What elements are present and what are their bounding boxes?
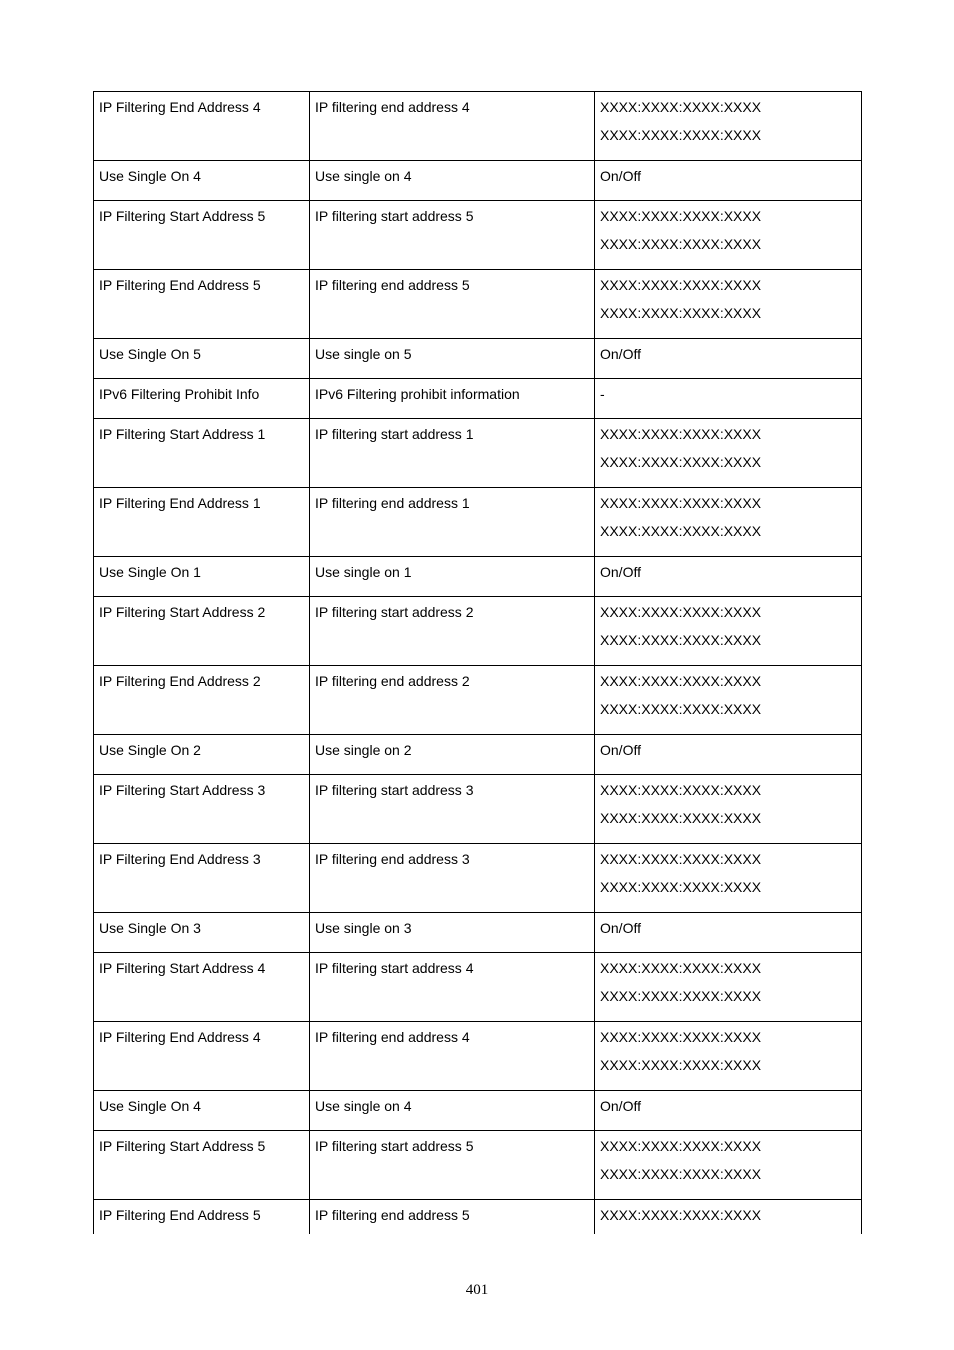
page-number: 401 xyxy=(465,1282,489,1298)
setting-description-cell: IP filtering start address 5 xyxy=(310,201,595,270)
table-row xyxy=(94,953,862,1022)
setting-value: XXXX:XXXX:XXXX:XXXX xyxy=(600,604,762,620)
setting-value: XXXX:XXXX:XXXX:XXXX xyxy=(600,673,762,689)
setting-value: XXXX:XXXX:XXXX:XXXX xyxy=(600,1138,762,1154)
settings-table xyxy=(93,91,862,1234)
setting-name-cell: IP Filtering End Address 4 xyxy=(94,92,310,161)
setting-value-cell xyxy=(595,844,862,913)
setting-value: XXXX:XXXX:XXXX:XXXX xyxy=(600,236,762,252)
setting-value: On/Off xyxy=(600,920,641,936)
setting-value: XXXX:XXXX:XXXX:XXXX xyxy=(600,1166,762,1182)
setting-description-cell: IP filtering start address 5 xyxy=(310,1131,595,1200)
table-row xyxy=(94,419,862,488)
setting-value-cell xyxy=(595,735,862,775)
setting-value: XXXX:XXXX:XXXX:XXXX xyxy=(600,879,762,895)
table-row xyxy=(94,913,862,953)
table-row xyxy=(94,735,862,775)
table-row xyxy=(94,775,862,844)
table-row xyxy=(94,1022,862,1091)
setting-value-cell xyxy=(595,597,862,666)
table-row xyxy=(94,339,862,379)
setting-name-cell: IP Filtering End Address 5 xyxy=(94,1200,310,1235)
setting-description-cell: IP filtering end address 5 xyxy=(310,1200,595,1235)
setting-value-cell xyxy=(595,666,862,735)
setting-value-cell xyxy=(595,557,862,597)
setting-value: - xyxy=(600,386,605,402)
setting-name-cell: IP Filtering Start Address 5 xyxy=(94,201,310,270)
setting-description-cell: Use single on 2 xyxy=(310,735,595,775)
table-row xyxy=(94,597,862,666)
setting-name-cell: IP Filtering Start Address 2 xyxy=(94,597,310,666)
table-row xyxy=(94,92,862,161)
setting-name-cell: Use Single On 5 xyxy=(94,339,310,379)
setting-value-cell xyxy=(595,201,862,270)
setting-name-cell: IPv6 Filtering Prohibit Info xyxy=(94,379,310,419)
setting-value: XXXX:XXXX:XXXX:XXXX xyxy=(600,782,762,798)
table-row xyxy=(94,1091,862,1131)
setting-value-cell xyxy=(595,1200,862,1235)
setting-value-cell xyxy=(595,161,862,201)
table-row xyxy=(94,488,862,557)
setting-name-cell: IP Filtering Start Address 5 xyxy=(94,1131,310,1200)
table-row xyxy=(94,557,862,597)
setting-value: XXXX:XXXX:XXXX:XXXX xyxy=(600,277,762,293)
setting-description-cell: Use single on 5 xyxy=(310,339,595,379)
setting-value-cell xyxy=(595,92,862,161)
setting-name-cell: IP Filtering End Address 1 xyxy=(94,488,310,557)
setting-name-cell: Use Single On 4 xyxy=(94,1091,310,1131)
setting-value: XXXX:XXXX:XXXX:XXXX xyxy=(600,701,762,717)
setting-value-cell xyxy=(595,1091,862,1131)
setting-description-cell: Use single on 4 xyxy=(310,1091,595,1131)
setting-description-cell: IP filtering end address 4 xyxy=(310,92,595,161)
setting-value: XXXX:XXXX:XXXX:XXXX xyxy=(600,127,762,143)
setting-description-cell: IP filtering end address 3 xyxy=(310,844,595,913)
setting-value: On/Off xyxy=(600,346,641,362)
setting-value: XXXX:XXXX:XXXX:XXXX xyxy=(600,851,762,867)
setting-value: XXXX:XXXX:XXXX:XXXX xyxy=(600,99,762,115)
table-body xyxy=(94,92,862,1235)
setting-value: XXXX:XXXX:XXXX:XXXX xyxy=(600,810,762,826)
setting-value: On/Off xyxy=(600,168,641,184)
setting-name-cell: IP Filtering End Address 5 xyxy=(94,270,310,339)
setting-name-cell: IP Filtering End Address 2 xyxy=(94,666,310,735)
setting-name-cell: Use Single On 1 xyxy=(94,557,310,597)
setting-description-cell: IP filtering start address 1 xyxy=(310,419,595,488)
setting-name-cell: Use Single On 3 xyxy=(94,913,310,953)
setting-description-cell: IPv6 Filtering prohibit information xyxy=(310,379,595,419)
setting-value-cell xyxy=(595,1131,862,1200)
setting-value: XXXX:XXXX:XXXX:XXXX xyxy=(600,454,762,470)
table-row xyxy=(94,1200,862,1235)
setting-name-cell: IP Filtering Start Address 3 xyxy=(94,775,310,844)
setting-name-cell: IP Filtering End Address 3 xyxy=(94,844,310,913)
setting-description-cell: IP filtering start address 3 xyxy=(310,775,595,844)
setting-name-cell: IP Filtering Start Address 4 xyxy=(94,953,310,1022)
setting-value: XXXX:XXXX:XXXX:XXXX xyxy=(600,1057,762,1073)
setting-description-cell: IP filtering start address 2 xyxy=(310,597,595,666)
table-row xyxy=(94,201,862,270)
setting-value: XXXX:XXXX:XXXX:XXXX xyxy=(600,495,762,511)
setting-value: XXXX:XXXX:XXXX:XXXX xyxy=(600,1207,762,1223)
setting-value-cell xyxy=(595,339,862,379)
setting-value: On/Off xyxy=(600,1098,641,1114)
setting-value: XXXX:XXXX:XXXX:XXXX xyxy=(600,523,762,539)
setting-value: XXXX:XXXX:XXXX:XXXX xyxy=(600,426,762,442)
setting-description-cell: Use single on 3 xyxy=(310,913,595,953)
setting-value: XXXX:XXXX:XXXX:XXXX xyxy=(600,305,762,321)
setting-value-cell xyxy=(595,775,862,844)
setting-description-cell: Use single on 1 xyxy=(310,557,595,597)
setting-value: XXXX:XXXX:XXXX:XXXX xyxy=(600,988,762,1004)
setting-value: XXXX:XXXX:XXXX:XXXX xyxy=(600,632,762,648)
table-row xyxy=(94,270,862,339)
setting-value-cell xyxy=(595,270,862,339)
setting-description-cell: Use single on 4 xyxy=(310,161,595,201)
setting-value-cell xyxy=(595,419,862,488)
table-row xyxy=(94,666,862,735)
setting-value: XXXX:XXXX:XXXX:XXXX xyxy=(600,960,762,976)
setting-description-cell: IP filtering end address 5 xyxy=(310,270,595,339)
table-row xyxy=(94,844,862,913)
setting-name-cell: Use Single On 4 xyxy=(94,161,310,201)
table-row xyxy=(94,161,862,201)
setting-value-cell xyxy=(595,913,862,953)
setting-description-cell: IP filtering end address 1 xyxy=(310,488,595,557)
table-row xyxy=(94,1131,862,1200)
setting-name-cell: Use Single On 2 xyxy=(94,735,310,775)
setting-description-cell: IP filtering end address 2 xyxy=(310,666,595,735)
setting-value-cell xyxy=(595,1022,862,1091)
setting-name-cell: IP Filtering Start Address 1 xyxy=(94,419,310,488)
setting-value: On/Off xyxy=(600,742,641,758)
setting-value: XXXX:XXXX:XXXX:XXXX xyxy=(600,1029,762,1045)
setting-name-cell: IP Filtering End Address 4 xyxy=(94,1022,310,1091)
setting-value: XXXX:XXXX:XXXX:XXXX xyxy=(600,208,762,224)
setting-value-cell xyxy=(595,488,862,557)
setting-description-cell: IP filtering end address 4 xyxy=(310,1022,595,1091)
setting-value: On/Off xyxy=(600,564,641,580)
table-row xyxy=(94,379,862,419)
setting-description-cell: IP filtering start address 4 xyxy=(310,953,595,1022)
setting-value-cell xyxy=(595,379,862,419)
setting-value-cell xyxy=(595,953,862,1022)
